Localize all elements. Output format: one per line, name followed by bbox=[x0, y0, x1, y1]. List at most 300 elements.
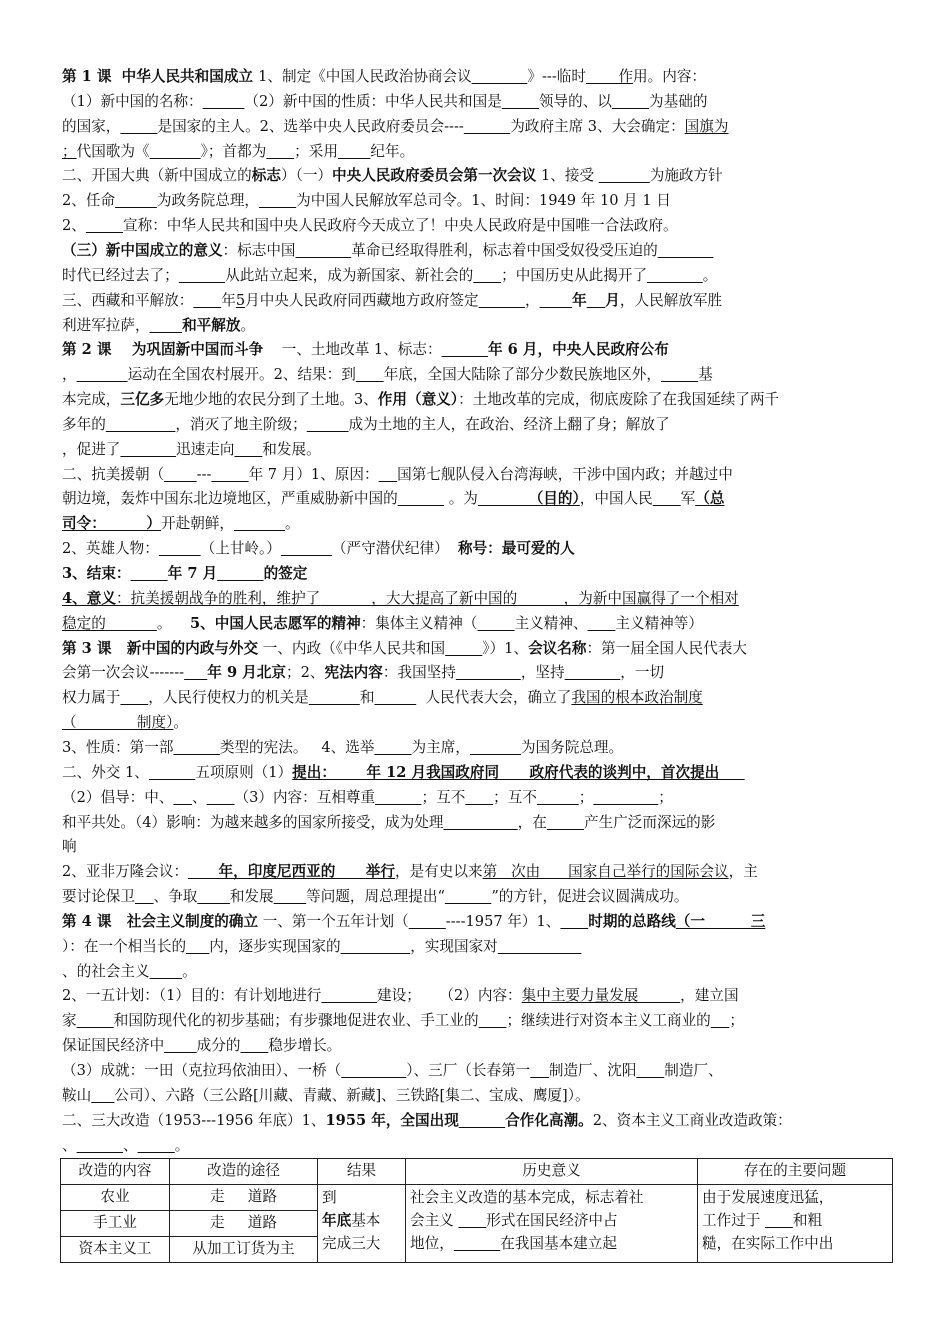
text-run: ；采用 bbox=[294, 142, 338, 160]
answer-blank bbox=[186, 938, 209, 955]
answer-blank bbox=[338, 143, 370, 160]
text-run: ，大大提高了新中国的 bbox=[371, 589, 518, 607]
text-run: 等问题，周总理提出“ bbox=[306, 888, 445, 906]
table-row bbox=[61, 1185, 893, 1211]
answer-blank bbox=[150, 317, 182, 334]
text-run: ，为新中国赢得了一个相对 bbox=[563, 589, 739, 607]
reform-table bbox=[60, 1158, 893, 1263]
text-run: 由于发展速度迅猛， bbox=[702, 1189, 834, 1206]
text-run: 会议名称 bbox=[528, 639, 587, 657]
text-line bbox=[62, 762, 892, 784]
answer-blank bbox=[445, 888, 491, 905]
cell-line bbox=[410, 1209, 693, 1232]
answer-blank bbox=[647, 267, 703, 284]
text-line bbox=[62, 1060, 892, 1082]
problem-cell bbox=[698, 1185, 893, 1263]
answer-blank bbox=[266, 143, 294, 160]
result-cell bbox=[318, 1185, 406, 1263]
text-line bbox=[62, 861, 892, 883]
text-run: 内，逐步实现国家的 bbox=[209, 937, 341, 955]
text-run: 。 bbox=[182, 962, 197, 980]
text-line bbox=[62, 91, 892, 113]
text-run: 纪年。 bbox=[370, 142, 415, 160]
text-run: 用。内容： bbox=[633, 68, 707, 85]
text-run: （一 三 bbox=[675, 912, 766, 930]
text-line bbox=[62, 364, 892, 386]
answer-blank bbox=[587, 292, 606, 309]
answer-blank bbox=[197, 888, 229, 905]
text-run: 三、西藏和平解放： bbox=[62, 291, 194, 309]
text-run: 1、制定《中国人民政治协商会议 bbox=[258, 68, 472, 85]
answer-blank bbox=[164, 1037, 196, 1054]
text-run: 集中主要力量发展 bbox=[521, 987, 681, 1005]
text-line bbox=[62, 936, 892, 958]
text-run: 代国歌为《 bbox=[76, 142, 150, 160]
cell-line bbox=[322, 1232, 401, 1255]
text-run: ； bbox=[658, 788, 673, 806]
text-line bbox=[62, 1085, 892, 1107]
text-run: 和粗 bbox=[792, 1212, 823, 1229]
text-run: 3、结束： bbox=[62, 565, 131, 582]
answer-blank bbox=[653, 490, 681, 507]
answer-blank bbox=[588, 615, 616, 632]
answer-blank bbox=[374, 689, 416, 706]
text-run: 开赴朝鲜， bbox=[161, 515, 235, 533]
text-run: 为施政方针 bbox=[649, 167, 723, 185]
text-run: 。 bbox=[240, 316, 256, 334]
text-run: ：土地改革的完成，彻底废除了在我国延续了两千 bbox=[458, 391, 780, 409]
text-run: （三）新中国成立的意义 bbox=[62, 241, 223, 259]
text-run: ，建立国 bbox=[680, 987, 739, 1005]
text-run: 领导的、以 bbox=[538, 92, 612, 110]
text-line bbox=[62, 290, 892, 312]
answer-blank bbox=[465, 789, 493, 806]
text-run: （2）新中国的性质：中华人民共和国是 bbox=[244, 92, 502, 110]
answer-blank bbox=[309, 689, 360, 706]
text-run: ”的方针，促进会议圆满成功。 bbox=[491, 888, 689, 906]
text-run: （3）成就：一田（克拉玛依油田）、一桥（ bbox=[62, 1062, 342, 1079]
text-run: 2、资本主义工商业改造政策： bbox=[592, 1111, 792, 1129]
text-line bbox=[62, 1035, 892, 1057]
text-run: 工作过于 bbox=[702, 1212, 766, 1229]
text-run: 第 3 课 新中国的内政与外交 bbox=[62, 639, 259, 657]
answer-blank bbox=[281, 540, 332, 557]
text-run: 、 bbox=[123, 1136, 138, 1154]
text-run: ，在 bbox=[517, 813, 547, 831]
answer-blank bbox=[477, 615, 514, 632]
text-run: ；中国历史从此揭开了 bbox=[501, 266, 648, 284]
answer-blank bbox=[599, 167, 650, 184]
text-run: 司令： ） bbox=[62, 515, 162, 533]
text-run: 运动在全国农村展开。2、结果：到 bbox=[127, 366, 356, 384]
table-cell: 走 道路 bbox=[170, 1185, 318, 1211]
text-run: 利进军拉萨， bbox=[62, 316, 150, 334]
text-run: （上甘岭。） bbox=[200, 540, 281, 558]
answer-blank bbox=[636, 1062, 664, 1079]
text-run: 在我国基本建立起 bbox=[500, 1235, 617, 1252]
text-run: 年 bbox=[221, 291, 236, 309]
table-cell: 手工业 bbox=[61, 1211, 170, 1237]
text-line bbox=[62, 961, 892, 983]
text-run: 人民代表大会，确立了 bbox=[416, 689, 572, 707]
text-run: 和 bbox=[359, 689, 375, 707]
text-run: 二、抗美援朝（ bbox=[62, 465, 165, 483]
text-run: ；互不 bbox=[493, 788, 537, 806]
text-run: 标志 bbox=[251, 167, 281, 185]
table-header-cell: 存在的主要问题 bbox=[698, 1159, 893, 1185]
answer-blank bbox=[164, 466, 196, 483]
text-run: 为国务院总理。 bbox=[520, 738, 624, 756]
text-run: 形式在国民经济中占 bbox=[486, 1212, 618, 1229]
text-run: 称号：最可爱的人 bbox=[457, 540, 575, 558]
text-run: 本完成， bbox=[62, 391, 121, 409]
text-run: ，中国人民 bbox=[579, 490, 653, 508]
text-line bbox=[62, 538, 892, 560]
answer-blank bbox=[274, 888, 306, 905]
text-run: ：抗美援朝战争的胜利，维护了 bbox=[115, 589, 321, 607]
answer-blank bbox=[138, 1137, 175, 1154]
answer-blank bbox=[150, 143, 201, 160]
text-run: 会主义 bbox=[410, 1212, 459, 1229]
text-line bbox=[62, 613, 892, 635]
text-run: （3）内容：互相尊重 bbox=[234, 788, 376, 806]
text-run: --- bbox=[196, 465, 212, 483]
answer-blank bbox=[120, 441, 176, 458]
answer-blank bbox=[86, 217, 123, 234]
answer-blank bbox=[159, 540, 201, 557]
text-run: 二、外交 1、 bbox=[62, 763, 149, 781]
text-line bbox=[62, 488, 892, 510]
text-run: 糙，在实际工作中出 bbox=[702, 1235, 834, 1252]
answer-blank bbox=[398, 490, 444, 507]
text-run: 和平共处。（4）影响：为越来越多的国家所接受，成为处理 bbox=[62, 813, 444, 831]
text-run: （严守潜伏纪律） bbox=[331, 540, 458, 558]
answer-blank bbox=[149, 764, 195, 781]
text-run: ）（一） bbox=[280, 167, 333, 185]
answer-blank bbox=[540, 292, 572, 309]
text-run: 无地少地的农民分到了土地。3、 bbox=[164, 391, 378, 409]
answer-blank bbox=[374, 739, 411, 756]
text-run: 建设； （2）内容： bbox=[377, 987, 522, 1005]
text-run: 作 bbox=[618, 68, 634, 85]
text-run: （总 bbox=[695, 490, 725, 508]
answer-blank bbox=[498, 938, 582, 955]
table-header-cell: 历史意义 bbox=[406, 1159, 698, 1185]
text-run: 年，印度尼西亚的 bbox=[188, 863, 366, 881]
text-run: 完成三大 bbox=[322, 1235, 381, 1252]
answer-blank bbox=[173, 739, 219, 756]
answer-blank bbox=[379, 466, 398, 483]
answer-blank bbox=[612, 93, 649, 110]
answer-blank bbox=[470, 739, 521, 756]
text-run: 时代已经过去了； bbox=[62, 266, 179, 284]
text-run: 是国家的主人。2、选举中央人民政府委员会---- bbox=[157, 117, 464, 135]
text-line bbox=[62, 687, 892, 709]
cell-line bbox=[410, 1232, 693, 1255]
table-cell: 走 道路 bbox=[170, 1211, 318, 1237]
text-run: 举行 bbox=[365, 863, 395, 881]
answer-blank bbox=[203, 93, 245, 110]
text-run: 月 bbox=[605, 291, 620, 309]
text-line bbox=[62, 141, 892, 163]
text-run: 。 bbox=[174, 1136, 190, 1154]
text-run: 年 7 月）1、原因： bbox=[248, 465, 379, 483]
answer-blank bbox=[115, 192, 157, 209]
cell-line bbox=[702, 1186, 888, 1209]
text-line bbox=[62, 712, 892, 734]
text-run: 二、三大改造（1953---1956 年底）1、 bbox=[62, 1111, 326, 1129]
text-run: 年底 bbox=[322, 1212, 352, 1229]
answer-blank bbox=[445, 640, 482, 657]
text-run: 主义精神、 bbox=[514, 614, 588, 632]
text-line bbox=[62, 812, 892, 834]
text-run: 家 bbox=[62, 1012, 77, 1030]
text-run: 一、内政（《中华人民共和国 bbox=[258, 639, 446, 657]
text-run: 和平解放 bbox=[182, 316, 241, 334]
text-run: 、 bbox=[192, 788, 207, 806]
text-line bbox=[62, 439, 892, 461]
cell-line bbox=[702, 1209, 888, 1232]
text-run: 和国防现代化的初步基础；有步骤地促进农业、手工业的 bbox=[113, 1012, 479, 1030]
answer-blank bbox=[765, 1212, 793, 1229]
text-run: ，实现国家对 bbox=[410, 937, 498, 955]
text-run: 第 次由 国家自己举行的国际会议 bbox=[482, 863, 729, 881]
text-line bbox=[62, 563, 892, 585]
text-run: ； bbox=[62, 142, 77, 160]
answer-blank bbox=[173, 789, 192, 806]
answer-blank bbox=[240, 1037, 268, 1054]
text-run: 5、中国人民志愿军的精神 bbox=[189, 614, 361, 632]
answer-blank bbox=[458, 1212, 486, 1229]
answer-blank bbox=[120, 689, 148, 706]
text-run: ，人民行使权力的机关是 bbox=[148, 689, 309, 707]
text-run: 类型的宪法。 4、选举 bbox=[219, 738, 375, 756]
text-line bbox=[62, 985, 892, 1007]
answer-blank bbox=[259, 192, 296, 209]
answer-blank bbox=[217, 565, 263, 582]
text-run: （目的） bbox=[477, 490, 580, 508]
answer-blank bbox=[179, 267, 225, 284]
answer-blank bbox=[502, 93, 539, 110]
text-run: 为基础的 bbox=[649, 92, 708, 110]
text-run: 。 bbox=[173, 714, 188, 732]
text-run: 国旗为 bbox=[684, 117, 729, 135]
text-line bbox=[62, 240, 892, 262]
text-run: 》---临时 bbox=[527, 68, 586, 85]
text-run: 、的社会主义 bbox=[62, 962, 150, 980]
answer-blank bbox=[586, 68, 618, 85]
table-header-cell: 结果 bbox=[318, 1159, 406, 1185]
text-run: 1955 年，全国出现 bbox=[325, 1111, 459, 1129]
text-run: 基 bbox=[698, 366, 713, 384]
answer-blank bbox=[120, 118, 157, 135]
text-run: 作用（意义） bbox=[377, 391, 459, 409]
text-line bbox=[62, 787, 892, 809]
text-run: 年 6 月，中央人民政府公布 bbox=[487, 341, 669, 359]
text-run: 4、意义 bbox=[62, 589, 116, 607]
text-run: 稳定的 bbox=[62, 614, 106, 632]
answer-blank bbox=[479, 1012, 507, 1029]
text-run: ； bbox=[578, 788, 594, 806]
text-run: ； bbox=[729, 1012, 744, 1030]
answer-blank bbox=[91, 1087, 114, 1104]
text-run: 三亿多 bbox=[120, 391, 165, 409]
text-run: 地位， bbox=[410, 1235, 454, 1252]
answer-blank bbox=[356, 366, 384, 383]
text-line bbox=[62, 190, 892, 212]
answer-blank bbox=[77, 1012, 114, 1029]
text-run: 合作化高潮。 bbox=[505, 1111, 593, 1129]
text-run: 的签定 bbox=[263, 565, 308, 582]
text-run: 。 bbox=[285, 515, 300, 533]
text-run: 为中国人民解放军总司令。1、时间：1949 年 10 月 1 日 bbox=[296, 192, 671, 210]
answer-blank bbox=[131, 565, 168, 582]
text-run: 从此站立起来，成为新国家、新社会的 bbox=[225, 266, 474, 284]
text-run: ，一切 bbox=[620, 664, 665, 682]
meaning-cell bbox=[406, 1185, 698, 1263]
text-line bbox=[62, 66, 892, 88]
text-run: ，是有史以来 bbox=[394, 863, 483, 881]
text-run: 主义精神等） bbox=[615, 614, 703, 632]
cell-line bbox=[322, 1209, 401, 1232]
text-run: 多年的 bbox=[62, 415, 106, 433]
text-line bbox=[62, 1110, 892, 1132]
text-run: 我国的根本政治制度 bbox=[571, 689, 703, 707]
text-run: 3、性质：第一部 bbox=[62, 738, 174, 756]
text-run: ；互不 bbox=[421, 788, 466, 806]
answer-blank bbox=[341, 1062, 406, 1079]
text-run: 年底，全国大陆除了部分少数民族地区外， bbox=[383, 366, 661, 384]
answer-blank bbox=[106, 416, 176, 433]
text-run: 月中央人民政府同西藏地方政府签定 bbox=[245, 291, 479, 309]
text-run: ）：在一个相当长的 bbox=[62, 937, 187, 955]
text-run: 和发展。 bbox=[262, 440, 321, 458]
text-run: 基本 bbox=[351, 1212, 381, 1229]
answer-blank bbox=[296, 242, 352, 259]
text-run: 》；首都为 bbox=[200, 142, 267, 160]
text-run: 。 bbox=[156, 614, 190, 632]
text-run: ，坚持 bbox=[520, 664, 565, 682]
answer-blank bbox=[77, 366, 128, 383]
text-run: 》）1、 bbox=[482, 639, 529, 657]
answer-blank bbox=[234, 441, 262, 458]
text-run: 响 bbox=[62, 838, 77, 856]
text-run: 2、亚非万隆会议： bbox=[62, 863, 189, 881]
text-run: 和发展 bbox=[229, 888, 274, 906]
text-line bbox=[62, 836, 892, 858]
text-line bbox=[62, 464, 892, 486]
text-run: 年 bbox=[572, 291, 587, 309]
text-run: 制造厂、沈阳 bbox=[548, 1062, 637, 1079]
text-run: 2、英雄人物： bbox=[62, 540, 159, 558]
text-run: 稳步增长。 bbox=[268, 1037, 342, 1055]
text-run: 年 7 月 bbox=[167, 565, 218, 582]
table-header-row bbox=[61, 1159, 893, 1185]
text-run: 一、第一个五年计划（ bbox=[258, 912, 409, 930]
text-run: 第 2 课 为巩固新中国而斗争 bbox=[62, 341, 264, 359]
text-run: ，人民解放军胜 bbox=[619, 291, 723, 309]
text-run: 1、接受 bbox=[536, 167, 599, 185]
answer-blank bbox=[150, 963, 182, 980]
text-run: 。 bbox=[702, 266, 718, 284]
answer-blank bbox=[565, 664, 621, 681]
text-run: 保证国民经济中 bbox=[62, 1037, 165, 1055]
answer-blank bbox=[454, 1235, 500, 1252]
text-run: ；继续进行对资本主义工商业的 bbox=[506, 1012, 711, 1030]
text-run: 为政务院总理， bbox=[156, 192, 260, 210]
text-run: ，促进了 bbox=[62, 440, 121, 458]
text-run: ：集体主义精神（ bbox=[360, 614, 478, 632]
text-line bbox=[62, 638, 892, 660]
text-line bbox=[62, 315, 892, 337]
text-run: 年 9 月北京 bbox=[207, 664, 286, 682]
text-run: ，消灭了地主阶级； bbox=[175, 415, 307, 433]
text-line bbox=[62, 215, 892, 237]
text-run: 成分的 bbox=[196, 1037, 241, 1055]
text-line bbox=[62, 737, 892, 759]
text-run: 要讨论保卫 bbox=[62, 888, 135, 906]
text-run: 、 bbox=[62, 1136, 77, 1154]
text-line bbox=[62, 265, 892, 287]
text-run: 社会主义改造的基本完成，标志着社 bbox=[410, 1189, 644, 1206]
answer-blank bbox=[211, 466, 248, 483]
text-run: 的国家， bbox=[62, 117, 121, 135]
answer-blank bbox=[321, 987, 377, 1004]
text-run: 朝边境，轰炸中国东北边境地区，严重威胁新中国的 bbox=[62, 490, 398, 508]
text-run: （ 制度） bbox=[62, 714, 174, 732]
text-run: 鞍山 bbox=[62, 1086, 92, 1104]
text-run: 革命已经取得胜利，标志着中国受奴役受压迫的 bbox=[351, 241, 658, 259]
answer-blank bbox=[593, 789, 658, 806]
text-run: 中央人民政府委员会第一次会议 bbox=[332, 167, 537, 185]
cell-line bbox=[702, 1232, 888, 1255]
text-run: 。为 bbox=[444, 490, 478, 508]
text-run: 宣称：中华人民共和国中央人民政府今天成立了！中央人民政府是中国唯一合法政府。 bbox=[123, 217, 678, 235]
answer-blank bbox=[375, 789, 421, 806]
text-line bbox=[62, 414, 892, 436]
answer-blank bbox=[106, 615, 157, 632]
answer-blank bbox=[341, 938, 411, 955]
cell-line bbox=[322, 1186, 401, 1209]
text-run: 迅速走向 bbox=[176, 440, 235, 458]
table-cell: 从加工订货为主 bbox=[170, 1237, 318, 1263]
text-run: 2、一五计划：（1）目的：有计划地进行 bbox=[62, 987, 322, 1005]
answer-blank bbox=[560, 913, 588, 930]
text-line bbox=[62, 662, 892, 684]
cell-line bbox=[410, 1186, 693, 1209]
text-run: 5 bbox=[235, 291, 246, 309]
answer-blank bbox=[409, 913, 446, 930]
answer-blank bbox=[456, 664, 521, 681]
text-run: 公司）、六路（三公路[川藏、青藏、新藏]、三铁路[集二、宝成、鹰厦]）。 bbox=[114, 1086, 590, 1104]
answer-blank bbox=[234, 515, 285, 532]
answer-blank bbox=[442, 341, 488, 358]
text-run: ，主 bbox=[728, 863, 758, 881]
answer-blank bbox=[473, 267, 501, 284]
text-line bbox=[62, 588, 892, 610]
answer-blank bbox=[320, 590, 371, 607]
text-run: （1）新中国的名称： bbox=[62, 92, 203, 110]
table-header-cell: 改造的内容 bbox=[61, 1159, 170, 1185]
text-line bbox=[62, 165, 892, 187]
text-run: 到 bbox=[322, 1189, 337, 1206]
text-line bbox=[62, 389, 892, 411]
text-run: 五项原则（1） bbox=[195, 763, 293, 781]
text-run: 国第七舰队侵入台湾海峡，干涉中国内政；并越过中 bbox=[397, 465, 733, 483]
text-run: 制造厂、 bbox=[664, 1062, 723, 1079]
answer-blank bbox=[184, 664, 207, 681]
text-line bbox=[62, 339, 892, 361]
